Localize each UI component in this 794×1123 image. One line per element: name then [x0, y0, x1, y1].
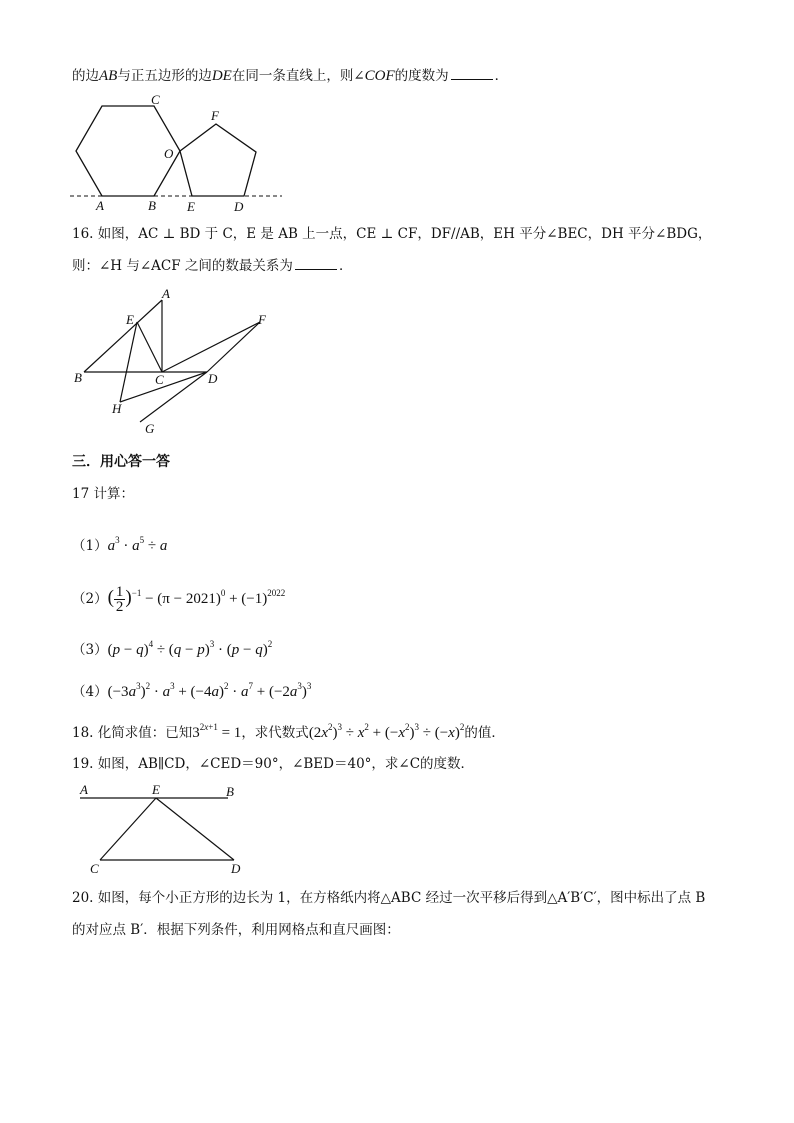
- label-H: H: [112, 401, 122, 416]
- label-B: B: [148, 198, 156, 213]
- section-heading: 三．用心答一答: [72, 454, 170, 470]
- label-E: E: [152, 782, 160, 797]
- q19-figure: [76, 782, 256, 878]
- q17-part1: $(1)a^3 \cdot a^5 \div a$: [72, 535, 168, 554]
- q19-text: 19. 如图，AB∥CD，∠CED＝90°，∠BED＝40°，求∠C的度数．: [72, 756, 475, 772]
- label-C: C: [151, 92, 160, 107]
- label-F: F: [258, 312, 266, 327]
- label-G: G: [145, 421, 155, 436]
- q16-figure: [70, 286, 280, 436]
- q17-part4: $(4)(-3a^3)^2 \cdot a^3 + (-4a)^2 \cdot a^7 + (-2a^3)^3$: [72, 681, 312, 700]
- label-E: E: [187, 199, 195, 214]
- q17-part2: （2）( $\frac{1}{2}$ )$^{-1} - (\pi - 2021)^0 + (-1)^{2022}$: [72, 584, 286, 616]
- label-O: O: [164, 146, 174, 161]
- label-A: A: [80, 782, 88, 797]
- label-B: B: [226, 784, 234, 799]
- q15-figure: [60, 92, 300, 222]
- q16-line2: 则：∠H 与∠ACF 之间的数最关系为 ．: [72, 258, 353, 274]
- label-D: D: [208, 371, 218, 386]
- label-C: C: [155, 372, 164, 387]
- q17-title: 17 计算：: [72, 486, 134, 502]
- q20-line2: 的对应点 B′．根据下列条件，利用网格点和直尺画图：: [72, 922, 400, 938]
- label-F: F: [211, 108, 219, 123]
- label-E: E: [126, 312, 134, 327]
- q18-text: 18. 化简求值：已知$3^{2x+1} = 1$，求代数式$(2x^2)^3 \div x^2 + (-x^2)^3 \div (-x)^2$的值．: [72, 722, 505, 741]
- answer-blank[interactable]: [451, 67, 493, 80]
- label-A: A: [162, 286, 170, 301]
- q20-line1: 20. 如图，每个小正方形的边长为 1，在方格纸内将△ABC 经过一次平移后得到△A′B′C′，图中标出了点 B: [72, 890, 706, 906]
- label-D: D: [231, 861, 241, 876]
- label-D: D: [234, 199, 244, 214]
- q15-text: 的边AB与正五边形的边DE在同一条直线上，则∠COF的度数为 ．: [72, 68, 509, 84]
- q16-line1: 16. 如图，AC ⊥ BD 于 C，E 是 AB 上一点，CE ⊥ CF，DF//AB，EH 平分∠BEC，DH 平分∠BDG，: [72, 226, 712, 242]
- q17-part3: $(3)(p - q)^4 \div (q - p)^3 \cdot (p - q)^2$: [72, 639, 273, 658]
- label-B: B: [74, 370, 82, 385]
- answer-blank[interactable]: [295, 257, 337, 270]
- label-C: C: [90, 861, 99, 876]
- label-A: A: [96, 198, 104, 213]
